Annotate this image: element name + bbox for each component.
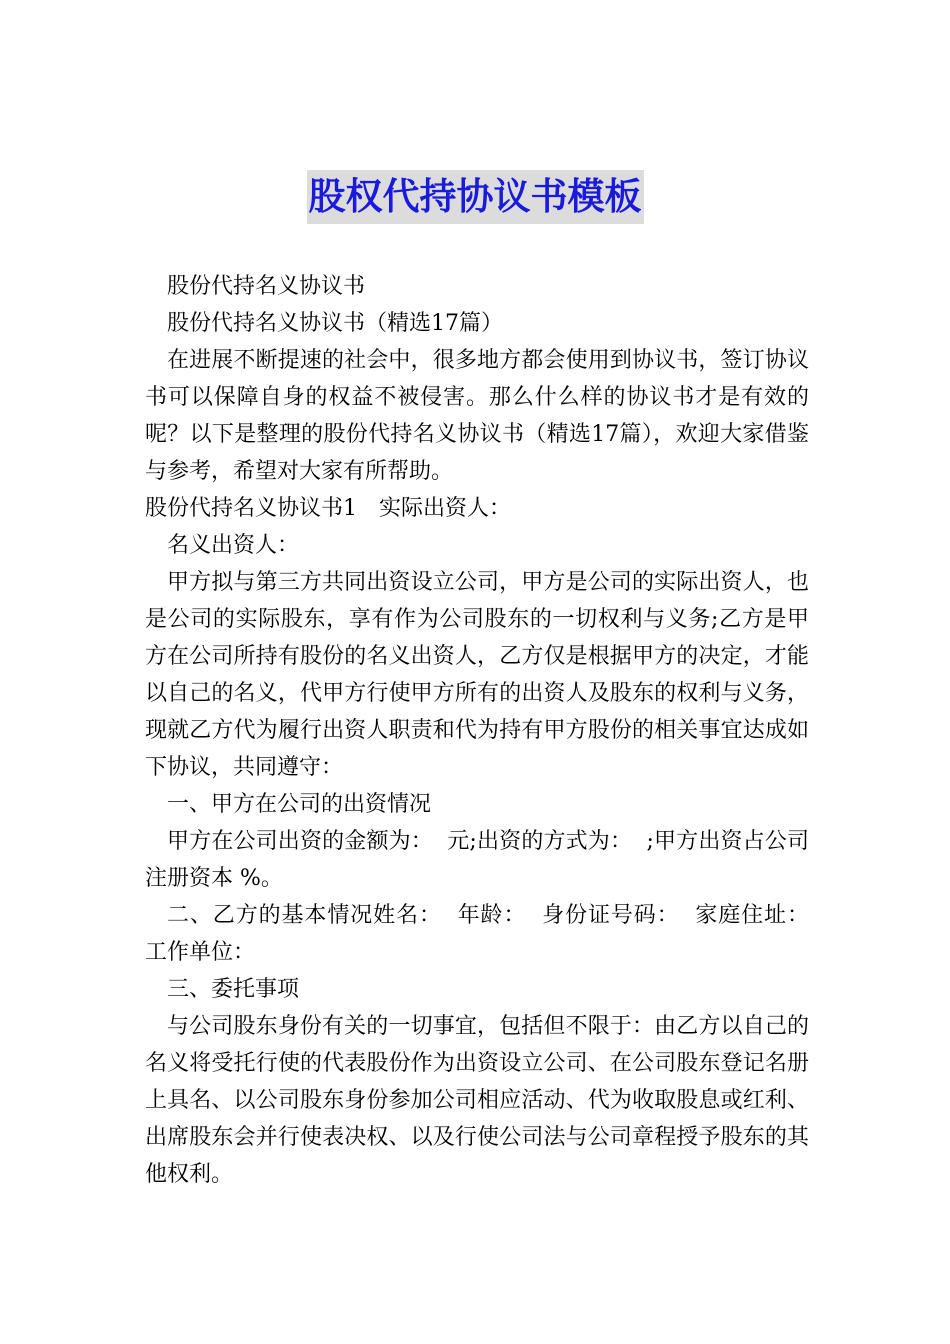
paragraph-recitals: 甲方拟与第三方共同出资设立公司，甲方是公司的实际出资人，也是公司的实际股东，享有作为公司股东的一切权利与义务;乙方是甲方在公司所持有股份的名义出资人，乙方仅是根据甲方的决定，才能以自己的名义，代甲方行使甲方所有的出资人及股东的权利与义务，现就乙方代为履行出资人职责和代为持有甲方股份的相关事宜达成如下协议，共同遵守：: [145, 570, 809, 780]
document-body: [145, 268, 823, 1193]
paragraph-nominal-investor: 名义出资人：: [167, 533, 300, 558]
document-title: 股权代持协议书模板: [307, 170, 644, 224]
paragraph-subtitle: 股份代持名义协议书: [167, 274, 366, 299]
paragraph-intro: 在进展不断提速的社会中，很多地方都会使用到协议书，签订协议书可以保障自身的权益不被侵害。那么什么样的协议书才是有效的呢？以下是整理的股份代持名义协议书（精选17篇），欢迎大家借鉴与参考，希望对大家有所帮助。: [145, 348, 809, 484]
document-title-wrapper: [0, 170, 950, 224]
paragraph-subtitle-selected: 股份代持名义协议书（精选17篇）: [167, 311, 503, 336]
section-heading-1: 一、甲方在公司的出资情况: [167, 792, 432, 817]
paragraph-investment-details: 甲方在公司出资的金额为： 元;出资的方式为： ;甲方出资占公司注册资本 %。: [145, 829, 809, 891]
section-heading-3: 三、委托事项: [167, 977, 300, 1002]
paragraph-agreement-1-heading: 股份代持名义协议书1 实际出资人：: [145, 496, 511, 521]
paragraph-entrusted-matters: 与公司股东身份有关的一切事宜，包括但不限于：由乙方以自己的名义将受托行使的代表股份作为出资设立公司、在公司股东登记名册上具名、以公司股东身份参加公司相应活动、代为收取股息或红利、出席股东会并行使表决权、以及行使公司法与公司章程授予股东的其他权利。: [145, 1014, 809, 1187]
section-heading-2: 二、乙方的基本情况姓名： 年龄： 身份证号码： 家庭住址： 工作单位：: [145, 903, 823, 965]
